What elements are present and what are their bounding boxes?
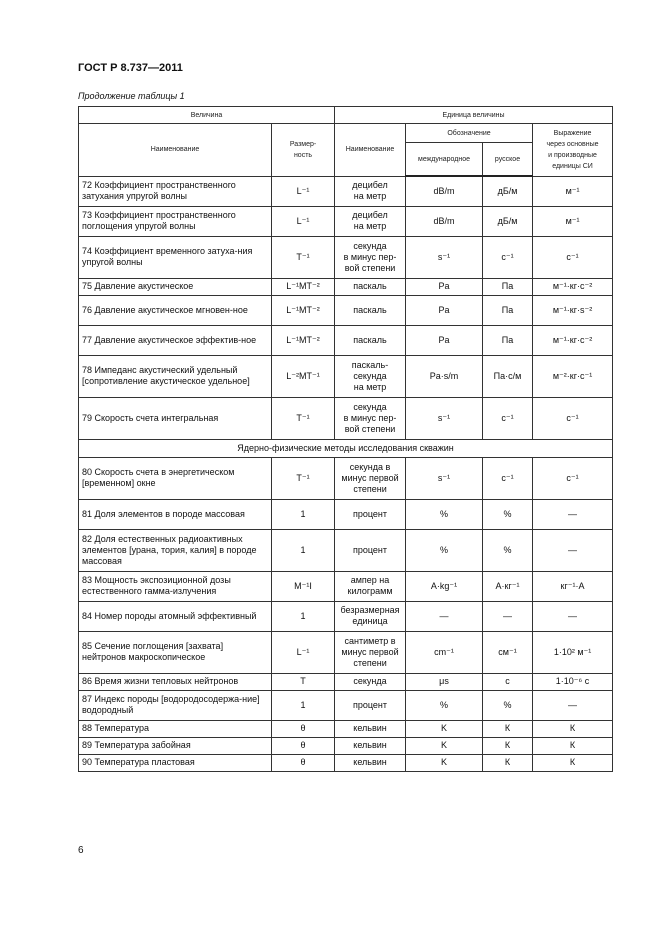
quantity-name-cell: 86 Время жизни тепловых нейтронов bbox=[79, 673, 272, 690]
unit-name-cell: сантиметр в минус первой степени bbox=[335, 631, 406, 673]
table-row bbox=[79, 737, 613, 754]
dimension-cell: θ bbox=[272, 754, 335, 771]
unit-name-cell: секунда bbox=[335, 673, 406, 690]
table-row bbox=[79, 457, 613, 499]
table-row bbox=[79, 529, 613, 571]
quantity-name-cell: 83 Мощность экспозиционной дозы естественного гамма-излучения bbox=[79, 571, 272, 601]
unit-name-cell: паскаль bbox=[335, 325, 406, 355]
table-row bbox=[79, 571, 613, 601]
russian-symbol-cell: Па·с/м bbox=[483, 355, 533, 397]
quantity-name-cell: 74 Коэффициент временного затуха-ния упругой волны bbox=[79, 236, 272, 278]
si-expression-cell: м⁻¹ bbox=[533, 176, 613, 206]
russian-symbol-cell: Па bbox=[483, 325, 533, 355]
header-quantity: Величина bbox=[79, 107, 335, 124]
international-symbol-cell: s⁻¹ bbox=[406, 397, 483, 439]
unit-name-cell: секунда в минус первой степени bbox=[335, 457, 406, 499]
dimension-cell: 1 bbox=[272, 529, 335, 571]
quantities-table bbox=[78, 106, 613, 772]
quantity-name-cell: 82 Доля естественных радиоактивных элементов [урана, тория, калия] в породе массовая bbox=[79, 529, 272, 571]
table-row bbox=[79, 673, 613, 690]
international-symbol-cell: dB/m bbox=[406, 206, 483, 236]
dimension-cell: 1 bbox=[272, 690, 335, 720]
international-symbol-cell: A·kg⁻¹ bbox=[406, 571, 483, 601]
unit-name-cell: секунда в минус пер- вой степени bbox=[335, 397, 406, 439]
quantity-name-cell: 73 Коэффициент пространственного поглощения упругой волны bbox=[79, 206, 272, 236]
si-expression-cell: м⁻²·кг·с⁻¹ bbox=[533, 355, 613, 397]
international-symbol-cell: K bbox=[406, 720, 483, 737]
international-symbol-cell: s⁻¹ bbox=[406, 457, 483, 499]
table-body bbox=[79, 176, 613, 771]
dimension-cell: T⁻¹ bbox=[272, 457, 335, 499]
russian-symbol-cell: % bbox=[483, 690, 533, 720]
international-symbol-cell: % bbox=[406, 529, 483, 571]
si-expression-cell: 1·10⁻⁶ с bbox=[533, 673, 613, 690]
international-symbol-cell: cm⁻¹ bbox=[406, 631, 483, 673]
table-row bbox=[79, 355, 613, 397]
russian-symbol-cell: с⁻¹ bbox=[483, 397, 533, 439]
section-heading: Ядерно-физические методы исследования скважин bbox=[79, 439, 613, 457]
header-designation: Обозначение bbox=[406, 124, 533, 143]
quantity-name-cell: 80 Скорость счета в энергетическом [временном] окне bbox=[79, 457, 272, 499]
russian-symbol-cell: с⁻¹ bbox=[483, 236, 533, 278]
unit-name-cell: ампер на килограмм bbox=[335, 571, 406, 601]
dimension-cell: θ bbox=[272, 737, 335, 754]
dimension-cell: 1 bbox=[272, 601, 335, 631]
si-expression-cell: 1·10² м⁻¹ bbox=[533, 631, 613, 673]
unit-name-cell: децибел на метр bbox=[335, 176, 406, 206]
table-row bbox=[79, 690, 613, 720]
si-expression-cell: м⁻¹ bbox=[533, 206, 613, 236]
russian-symbol-cell: дБ/м bbox=[483, 206, 533, 236]
dimension-cell: L⁻¹ bbox=[272, 631, 335, 673]
russian-symbol-cell: с⁻¹ bbox=[483, 457, 533, 499]
table-row bbox=[79, 236, 613, 278]
table-row bbox=[79, 720, 613, 737]
dimension-cell: T bbox=[272, 673, 335, 690]
unit-name-cell: безразмерная единица bbox=[335, 601, 406, 631]
russian-symbol-cell: А·кг⁻¹ bbox=[483, 571, 533, 601]
dimension-cell: L⁻¹MT⁻² bbox=[272, 278, 335, 295]
dimension-cell: T⁻¹ bbox=[272, 236, 335, 278]
russian-symbol-cell: К bbox=[483, 720, 533, 737]
quantity-name-cell: 76 Давление акустическое мгновен-ное bbox=[79, 295, 272, 325]
quantity-name-cell: 75 Давление акустическое bbox=[79, 278, 272, 295]
international-symbol-cell: K bbox=[406, 754, 483, 771]
international-symbol-cell: dB/m bbox=[406, 176, 483, 206]
si-expression-cell: К bbox=[533, 754, 613, 771]
russian-symbol-cell: % bbox=[483, 529, 533, 571]
dimension-cell: L⁻¹MT⁻² bbox=[272, 325, 335, 355]
international-symbol-cell: Pa bbox=[406, 295, 483, 325]
russian-symbol-cell: К bbox=[483, 754, 533, 771]
unit-name-cell: процент bbox=[335, 499, 406, 529]
international-symbol-cell: Pa bbox=[406, 278, 483, 295]
quantity-name-cell: 88 Температура bbox=[79, 720, 272, 737]
header-unit-name: Наименование bbox=[335, 124, 406, 177]
quantity-name-cell: 77 Давление акустическое эффектив-ное bbox=[79, 325, 272, 355]
unit-name-cell: процент bbox=[335, 529, 406, 571]
quantity-name-cell: 79 Скорость счета интегральная bbox=[79, 397, 272, 439]
dimension-cell: L⁻²MT⁻¹ bbox=[272, 355, 335, 397]
unit-name-cell: кельвин bbox=[335, 720, 406, 737]
table-row bbox=[79, 325, 613, 355]
russian-symbol-cell: К bbox=[483, 737, 533, 754]
table-row bbox=[79, 176, 613, 206]
international-symbol-cell: % bbox=[406, 690, 483, 720]
si-expression-cell: м⁻¹·кг·с⁻² bbox=[533, 325, 613, 355]
header-unit: Единица величины bbox=[335, 107, 613, 124]
quantity-name-cell: 72 Коэффициент пространственного затухания упругой волны bbox=[79, 176, 272, 206]
unit-name-cell: паскаль bbox=[335, 278, 406, 295]
unit-name-cell: кельвин bbox=[335, 737, 406, 754]
russian-symbol-cell: дБ/м bbox=[483, 176, 533, 206]
dimension-cell: L⁻¹ bbox=[272, 176, 335, 206]
si-expression-cell: м⁻¹·кг·s⁻² bbox=[533, 295, 613, 325]
international-symbol-cell: % bbox=[406, 499, 483, 529]
si-expression-cell: с⁻¹ bbox=[533, 397, 613, 439]
russian-symbol-cell: % bbox=[483, 499, 533, 529]
international-symbol-cell: K bbox=[406, 737, 483, 754]
si-expression-cell: м⁻¹·кг·с⁻² bbox=[533, 278, 613, 295]
quantity-name-cell: 89 Температура забойная bbox=[79, 737, 272, 754]
page-number: 6 bbox=[78, 845, 84, 856]
unit-name-cell: кельвин bbox=[335, 754, 406, 771]
international-symbol-cell: Pa bbox=[406, 325, 483, 355]
si-expression-cell: кг⁻¹·А bbox=[533, 571, 613, 601]
quantity-name-cell: 85 Сечение поглощения [захвата] нейтронов макроскопическое bbox=[79, 631, 272, 673]
quantity-name-cell: 84 Номер породы атомный эффективный bbox=[79, 601, 272, 631]
unit-name-cell: паскаль bbox=[335, 295, 406, 325]
quantity-name-cell: 78 Импеданс акустический удельный [сопротивление акустическое удельное] bbox=[79, 355, 272, 397]
dimension-cell: L⁻¹ bbox=[272, 206, 335, 236]
si-expression-cell: с⁻¹ bbox=[533, 236, 613, 278]
international-symbol-cell: μs bbox=[406, 673, 483, 690]
quantity-name-cell: 90 Температура пластовая bbox=[79, 754, 272, 771]
unit-name-cell: децибел на метр bbox=[335, 206, 406, 236]
dimension-cell: 1 bbox=[272, 499, 335, 529]
table-row bbox=[79, 397, 613, 439]
header-name: Наименование bbox=[79, 124, 272, 177]
russian-symbol-cell: — bbox=[483, 601, 533, 631]
table-row bbox=[79, 601, 613, 631]
unit-name-cell: паскаль- секунда на метр bbox=[335, 355, 406, 397]
russian-symbol-cell: см⁻¹ bbox=[483, 631, 533, 673]
unit-name-cell: секунда в минус пер- вой степени bbox=[335, 236, 406, 278]
section-row bbox=[79, 439, 613, 457]
si-expression-cell: — bbox=[533, 499, 613, 529]
header-dimension: Размер- ность bbox=[272, 124, 335, 177]
table-row bbox=[79, 278, 613, 295]
russian-symbol-cell: Па bbox=[483, 278, 533, 295]
si-expression-cell: с⁻¹ bbox=[533, 457, 613, 499]
table-row bbox=[79, 206, 613, 236]
header-international: международное bbox=[406, 143, 483, 177]
si-expression-cell: — bbox=[533, 601, 613, 631]
table-continuation-caption: Продолжение таблицы 1 bbox=[78, 91, 185, 101]
russian-symbol-cell: с bbox=[483, 673, 533, 690]
dimension-cell: L⁻¹MT⁻² bbox=[272, 295, 335, 325]
quantity-name-cell: 81 Доля элементов в породе массовая bbox=[79, 499, 272, 529]
table-row bbox=[79, 631, 613, 673]
russian-symbol-cell: Па bbox=[483, 295, 533, 325]
quantity-name-cell: 87 Индекс породы [водородосодержа-ние] водородный bbox=[79, 690, 272, 720]
header-russian: русское bbox=[483, 143, 533, 177]
table-row bbox=[79, 295, 613, 325]
dimension-cell: T⁻¹ bbox=[272, 397, 335, 439]
si-expression-cell: К bbox=[533, 737, 613, 754]
table-row bbox=[79, 499, 613, 529]
si-expression-cell: К bbox=[533, 720, 613, 737]
international-symbol-cell: — bbox=[406, 601, 483, 631]
standard-title: ГОСТ Р 8.737—2011 bbox=[78, 62, 183, 74]
international-symbol-cell: Pa·s/m bbox=[406, 355, 483, 397]
header-si-expression: Выражение через основные и производные единицы СИ bbox=[533, 124, 613, 177]
unit-name-cell: процент bbox=[335, 690, 406, 720]
international-symbol-cell: s⁻¹ bbox=[406, 236, 483, 278]
dimension-cell: θ bbox=[272, 720, 335, 737]
si-expression-cell: — bbox=[533, 690, 613, 720]
si-expression-cell: — bbox=[533, 529, 613, 571]
table-row bbox=[79, 754, 613, 771]
dimension-cell: M⁻¹I bbox=[272, 571, 335, 601]
